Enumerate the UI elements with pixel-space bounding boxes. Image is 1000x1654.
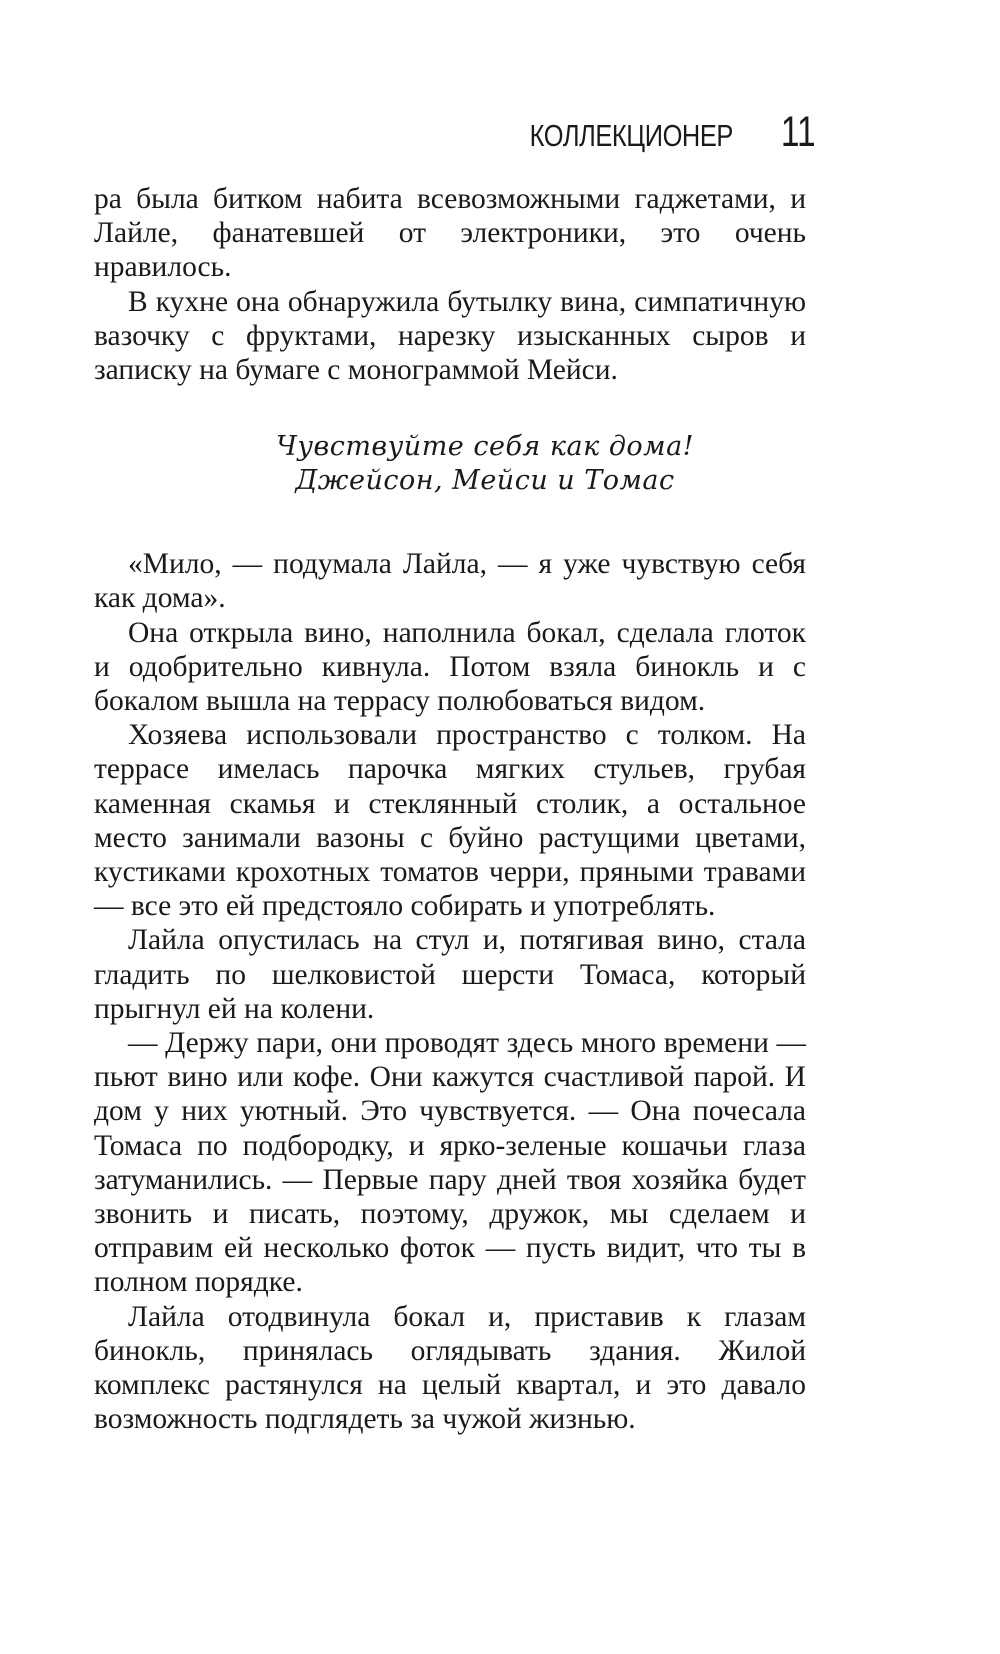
paragraph: ра была битком набита всевозможными гаджетами, и Лайле, фанатевшей от электроники, это очень нравилось. [94,183,806,284]
note-line: Чувствуйте себя как дома! [275,431,695,463]
paragraph: В кухне она обнаружила бутылку вина, симпатичную вазочку с фруктами, нарезку изысканных сыров и записку на бумаге с монограммой Мейси. [94,285,806,387]
paragraph: Она открыла вино, наполнила бокал, сделала глоток и одобрительно кивнула. Потом взяла бинокль и с бокалом вышла на террасу полюбоваться видом. [94,616,806,718]
running-head [485,108,816,157]
note-signature: Джейсон, Мейси и Томас [295,465,675,497]
paragraph: Хозяева использовали пространство с толком. На террасе имелась парочка мягких стульев, грубая каменная скамья и стеклянный столик, а остальное место занимали вазоны с буйно растущими цветами, кустиками крохотных томатов черри, пряными травами — все это ей предстояло собирать и употреблять. [94,719,806,923]
body-text [94,182,806,1437]
paragraph: — Держу пари, они проводят здесь много времени — пьют вино или кофе. Они кажутся счастливой парой. И дом у них уютный. Это чувствуется. — Она почесала Томаса по подбородку, и ярко-зеленые кошачьи глаза затуманились. — Первые пару дней твоя хозяйка будет звонить и писать, поэтому, дружок, мы сделаем и отправим ей несколько фоток — пусть видит, что ты в полном порядке. [94,1027,806,1299]
paragraph: «Мило, — подумала Лайла, — я уже чувствую себя как дома». [94,548,806,615]
handwritten-note [94,430,806,498]
page-number: 11 [781,108,816,156]
paragraph: Лайла опустилась на стул и, потягивая вино, стала гладить по шелковистой шерсти Томаса, который прыгнул ей на колени. [94,924,806,1025]
paragraph: Лайла отодвинула бокал и, приставив к глазам бинокль, принялась оглядывать здания. Жилой комплекс растянулся на целый квартал, и это давало возможность подглядеть за чужой жизнью. [94,1300,806,1436]
running-title: КОЛЛЕКЦИОНЕР [530,118,734,153]
